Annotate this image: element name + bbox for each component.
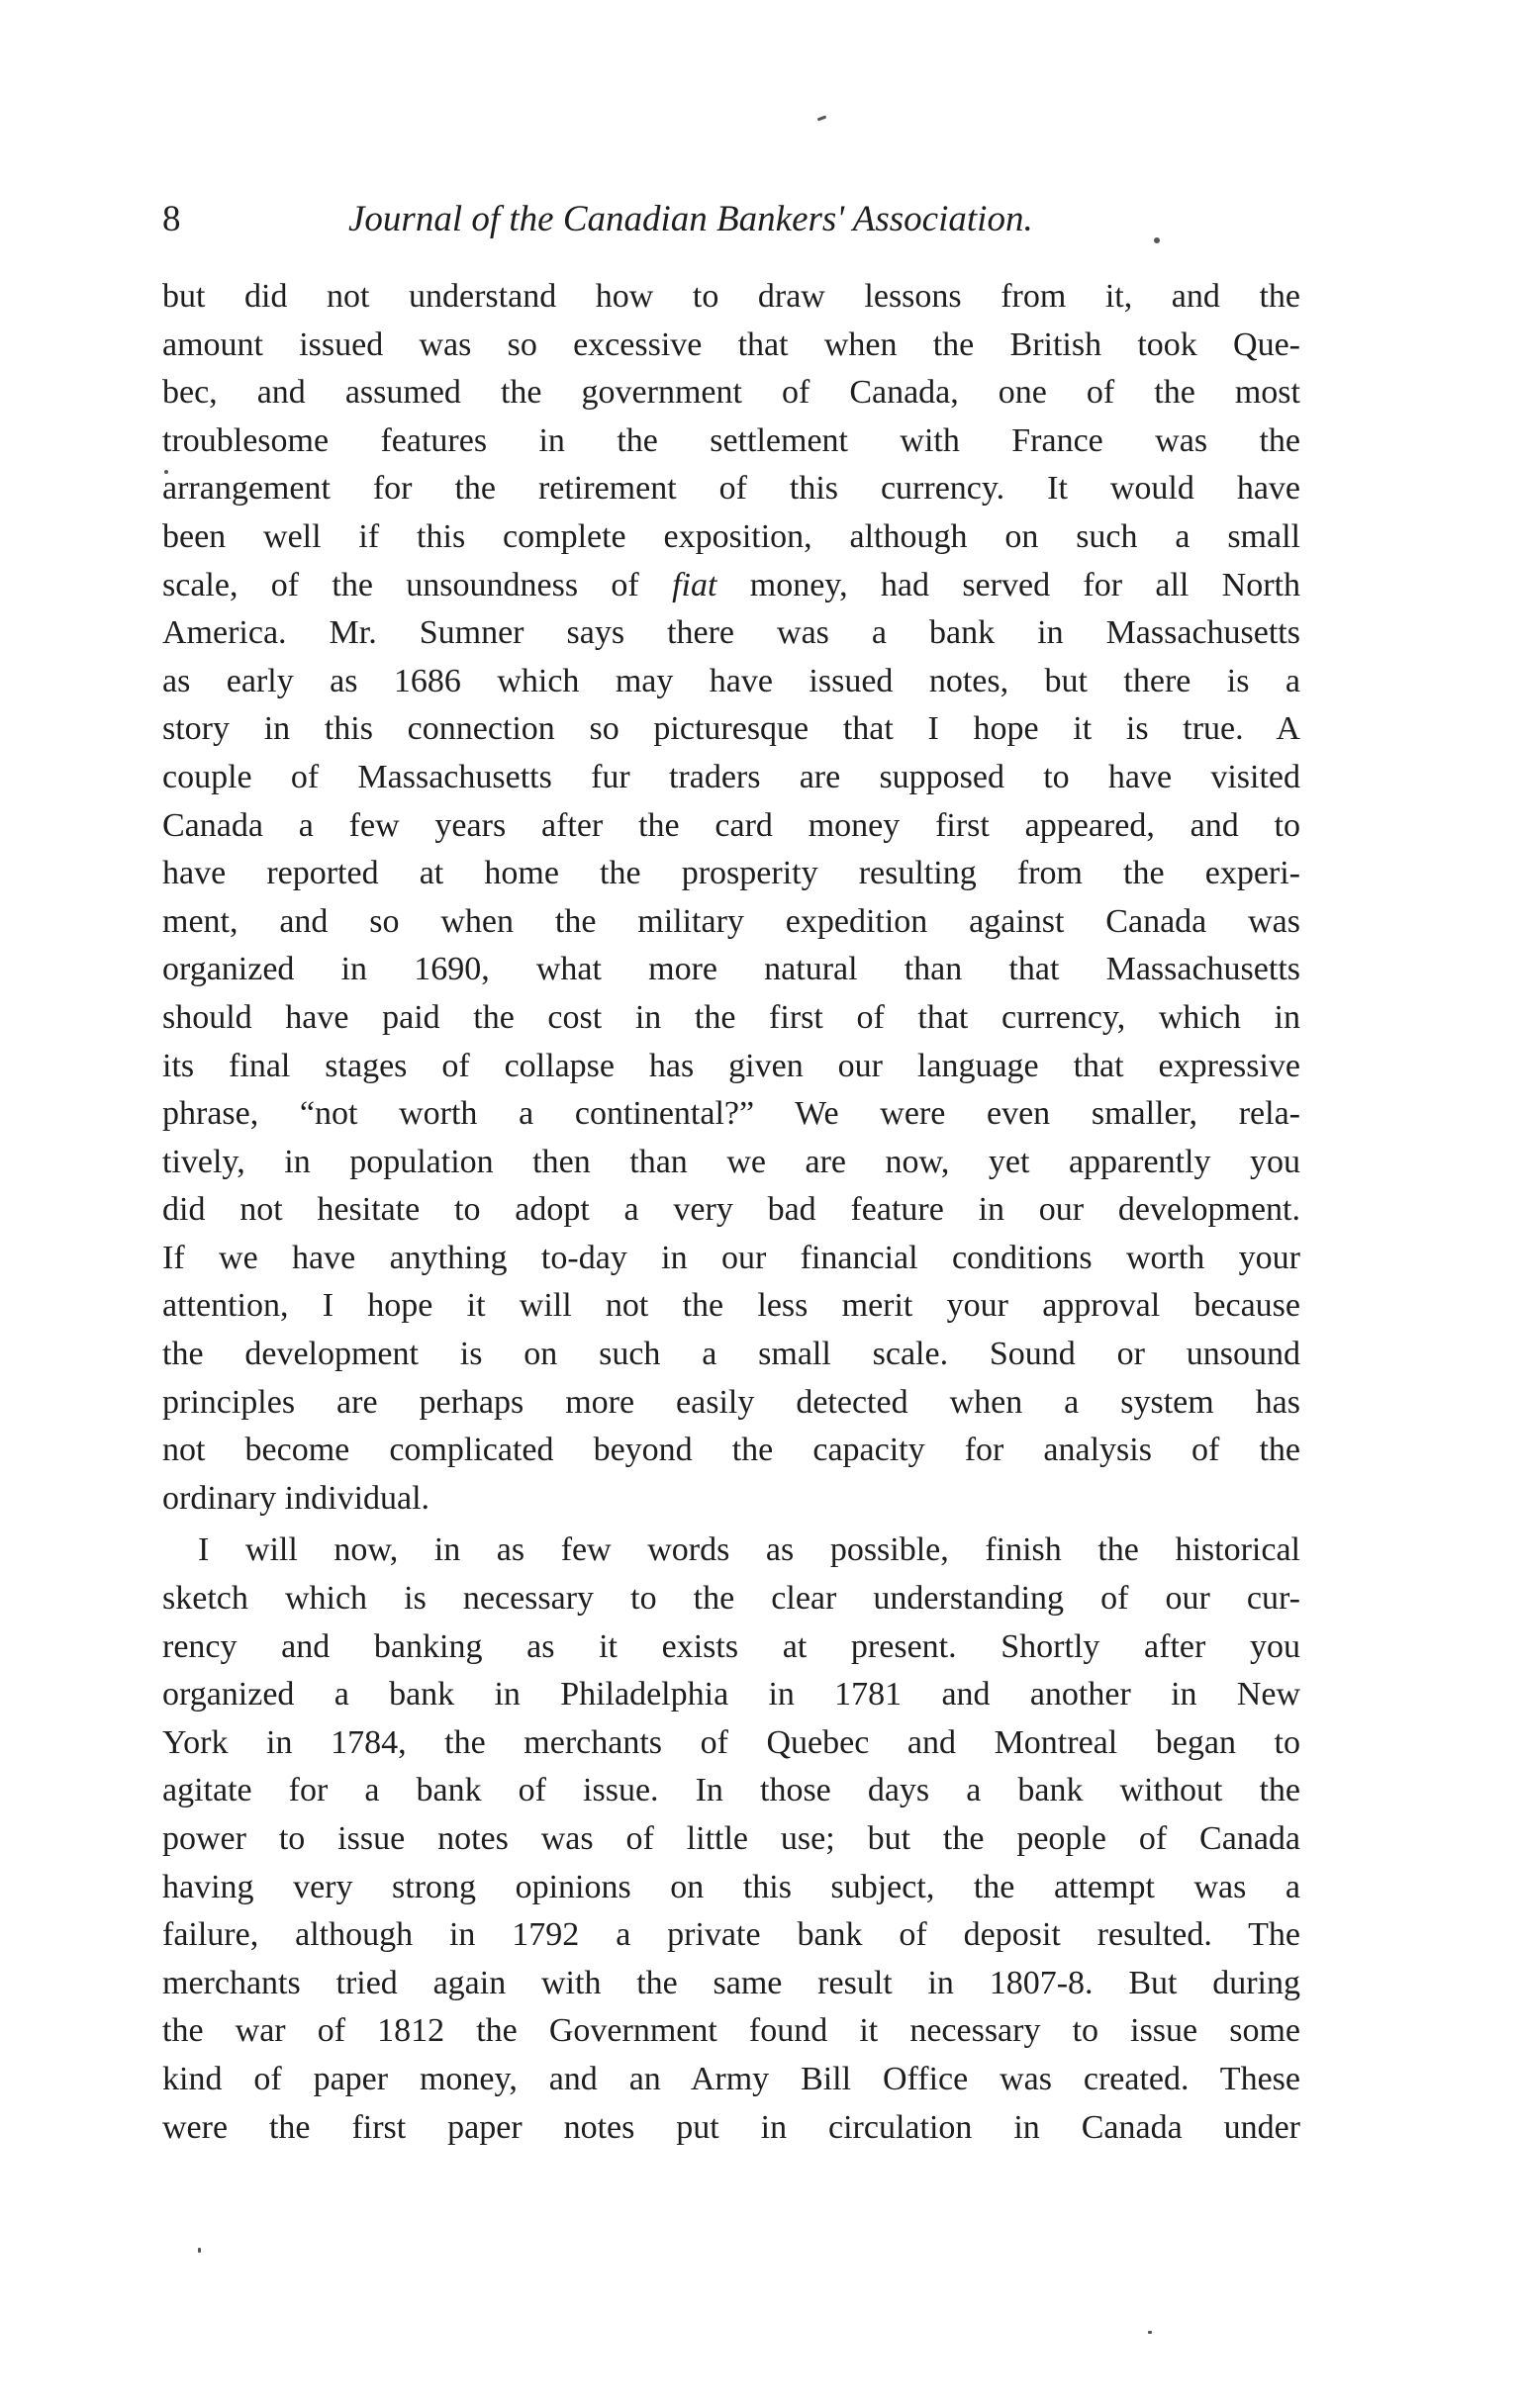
text-line: the war of 1812 the Government found it necessary to issue some — [162, 2012, 1300, 2050]
text-line: couple of Massachusetts fur traders are supposed to have visited — [162, 758, 1300, 795]
text-line: ordinary individual. — [162, 1479, 430, 1517]
text-line: but did not understand how to draw lessons from it, and the — [162, 278, 1300, 315]
print-speck — [817, 116, 826, 122]
page-number: 8 — [162, 199, 181, 239]
text-line: organized a bank in Philadelphia in 1781 and another in New — [162, 1676, 1300, 1713]
text-line: sketch which is necessary to the clear understanding of our cur- — [162, 1580, 1300, 1618]
text-line: I will now, in as few words as possible, finish the historical — [198, 1531, 1300, 1569]
text-line: power to issue notes was of little use; but the people of Canada — [162, 1820, 1300, 1857]
text-line: not become complicated beyond the capacity for analysis of the — [162, 1432, 1300, 1469]
text-line: as early as 1686 which may have issued notes, but there is a — [162, 662, 1300, 699]
running-title: Journal of the Canadian Bankers' Association. — [348, 199, 1033, 239]
text-line: arrangement for the retirement of this currency. It would have — [162, 470, 1300, 508]
text-line: did not hesitate to adopt a very bad feature in our development. — [162, 1191, 1300, 1229]
text-line: scale, of the unsoundness of fiat money, had served for all North — [162, 566, 1300, 603]
page-header — [162, 198, 1310, 257]
paragraph — [162, 1527, 1300, 2152]
text-line: having very strong opinions on this subject, the attempt was a — [162, 1868, 1300, 1905]
text-line: attention, I hope it will not the less merit your approval because — [162, 1287, 1300, 1325]
paragraph — [162, 273, 1300, 1523]
text-line: If we have anything to-day in our financial conditions worth your — [162, 1239, 1300, 1276]
text-line: amount issued was so excessive that when the British took Que- — [162, 325, 1300, 363]
text-line: Canada a few years after the card money first appeared, and to — [162, 806, 1300, 844]
print-speck — [198, 2248, 201, 2253]
body-text — [162, 273, 1300, 2152]
text-line: bec, and assumed the government of Canada, one of the most — [162, 374, 1300, 412]
text-line: have reported at home the prosperity resulting from the experi- — [162, 855, 1300, 892]
print-speck — [1148, 2331, 1152, 2334]
text-line: merchants tried again with the same result in 1807-8. But during — [162, 1964, 1300, 2001]
text-line: organized in 1690, what more natural than that Massachusetts — [162, 951, 1300, 988]
text-line: principles are perhaps more easily detected when a system has — [162, 1383, 1300, 1421]
text-line: kind of paper money, and an Army Bill Office was created. These — [162, 2060, 1300, 2097]
text-line: its final stages of collapse has given our language that expressive — [162, 1047, 1300, 1084]
text-line: tively, in population then than we are now, yet apparently you — [162, 1143, 1300, 1180]
text-line: agitate for a bank of issue. In those days a bank without the — [162, 1772, 1300, 1809]
text-line: ment, and so when the military expedition against Canada was — [162, 902, 1300, 940]
text-line: the development is on such a small scale. Sound or unsound — [162, 1336, 1300, 1373]
text-line: York in 1784, the merchants of Quebec and Montreal began to — [162, 1723, 1300, 1761]
text-line: rency and banking as it exists at present. Shortly after you — [162, 1627, 1300, 1665]
text-line: phrase, “not worth a continental?” We were even smaller, rela- — [162, 1095, 1300, 1133]
text-line: story in this connection so picturesque that I hope it is true. A — [162, 710, 1300, 748]
text-line: were the first paper notes put in circulation in Canada under — [162, 2108, 1300, 2146]
text-line: failure, although in 1792 a private bank of deposit resulted. The — [162, 1916, 1300, 1954]
italic-word: fiat — [672, 566, 717, 603]
text-line: troublesome features in the settlement with France was the — [162, 421, 1300, 459]
text-line: been well if this complete exposition, although on such a small — [162, 517, 1300, 555]
text-line: America. Mr. Sumner says there was a bank in Massachusetts — [162, 614, 1300, 652]
text-line: should have paid the cost in the first of that currency, which in — [162, 998, 1300, 1036]
